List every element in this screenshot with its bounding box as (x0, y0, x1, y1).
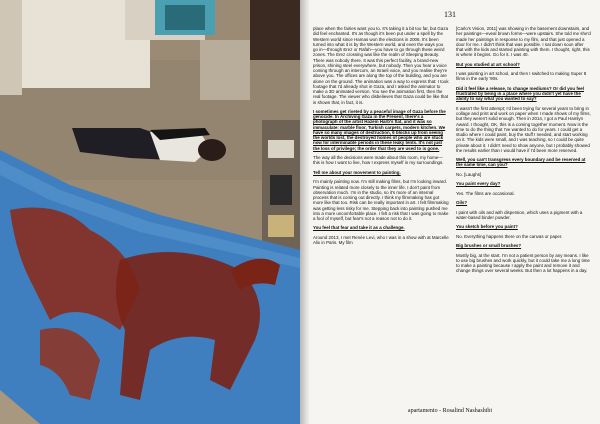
page-gutter (300, 0, 310, 424)
paragraph: It wasn't the first attempt; I'd been trying for several years to bring in collage and print and work on paper when I made shows of my films, but they weren't solid enough. Then in 2014, I got a Paul Hamlyn Award. I thought, OK, this is a coming together moment. Now is the time to do the thing that I've wanted to do for years. I could get a studio where I could paint, buy the stuff I needed, and start working on it. The kids were small, and I was teaching, so I could be quite private about it. I didn't need to show anyone, but I probably showed the results earlier than I would have if I'd been more reserved. (456, 105, 591, 153)
paragraph: I paint with oils and with dispersion, which uses a pigment with a water-based binder powder. (456, 209, 583, 220)
text-column-right (456, 26, 592, 278)
page-number: 131 (444, 10, 456, 19)
interview-question: Did it feel like a release, to change mediums? Or did you feel frustrated by being in a place where you didn't yet have the ability to say what you wanted to say? (456, 85, 584, 102)
text-page (300, 0, 600, 424)
interview-question: Oils? (456, 200, 468, 206)
paragraph: I'm mainly painting now. I'm still making films, but I'm looking inward. Painting is related more closely to the inner life. I don't paint from observation much. I'm in the studio, so it's more of an internal process that is coming out directly. I think my filmmaking has got more like that too. Risk can be really important in art. I felt filmmaking was getting less risky for me. Stepping back into painting pushed me into a more uncomfortable place. I felt a risk that I was going to make a fool of myself, but fear's not a reason not to do it. (313, 179, 449, 221)
paragraph: Yes. The films are occasional. (456, 190, 515, 196)
paragraph: place when the fairies want you to. It's taking it a bit too far, but Gaza did feel enchanted. It's as though it's been put under a spell by the Western world since Hamas won the elections in 2006. It's been turned into what it is by the Western world, and even the ways you go in—through Erez or Rafah—you have to go through these weird zones. The Erez crossing was like the realm of Sleeping Beauty. There was nobody there. It was this perfect facility, a brand-new prison, shining steel everywhere, but nobody. Then you hear a voice coming through an intercom, an Israeli voice, and you realise they're above you. The offices are along the top of the building, and you are alone on the ground. The animation was a way to express that: I took footage that I'd already shot in Gaza, and I asked the animator to make a 3D animated version. You see the animation first, then the real footage. The viewer who disbelieves that Gaza could be like that is shown that, in fact, it is. (313, 26, 449, 105)
interview-question: Well, you can't transgress every boundary and be reserved at the same time, can you? (456, 157, 586, 168)
interview-question: You paint every day? (456, 181, 501, 187)
interview-question: You feel that fear and take it as a challenge. (313, 225, 405, 231)
interview-question: I sometimes get riveted by a peaceful image of Gaza before the genocide. In Archiving Gaza in the Present, there's a photograph of the artist Hazem Harb's flat, and it was so immaculate: marble floor, Turkish carpets, modern kitchen. We have so many images of destruction, 6 blocks up from seeing the worlds lost, the destroyed homes of people who are stuck now for interminable periods in these leaky tents. It's not just the loss of privilege; the order that they are used to is gone. (313, 108, 446, 151)
interview-question: You sketch before you paint? (456, 224, 518, 230)
interview-question: Big brushes or small brushes? (456, 243, 522, 249)
paragraph: Mostly big, at the start. I'm not a patient person by any means. I like to use big brushes and work quickly, but it could take me a long time to make a painting because I apply the paint and remove it and change things over several weeks. But then a lot happens in a day. (456, 252, 590, 274)
paragraph: No. [Laughs] (456, 171, 482, 177)
paragraph: No. Everything happens there on the canvas or paper. (456, 233, 563, 239)
text-column-left (313, 26, 449, 250)
paragraph: [Carlo's Vision, 2011] was showing in the basement downstairs, and her paintings—eveal brown forms—were upstairs. She told me she'd made her paintings in response to my film, and that just opened a door for me. I didn't think that was possible. I sat down soon after that with the kids and started painting with them. I thought, right, this is where it begins. Go for it. I was 40. (456, 26, 591, 58)
interview-question: But you studied at art school? (456, 61, 520, 67)
page-footer: apartamento - Rosalind Nashashibi (407, 408, 493, 414)
interview-question: Tell me about your movement to painting. (313, 169, 401, 175)
paragraph: Around 2013, I met Renée Levi, who I was in a show with at Marcelle Alix in Paris. My film (313, 234, 449, 246)
paragraph: The way all the decisions were made about this room, my home—this is how I want to live, how I express myself in my surroundings. (313, 155, 444, 166)
paragraph: I was painting in art school, and then I switched to making Super 8 films in the early '90s. (456, 71, 587, 82)
